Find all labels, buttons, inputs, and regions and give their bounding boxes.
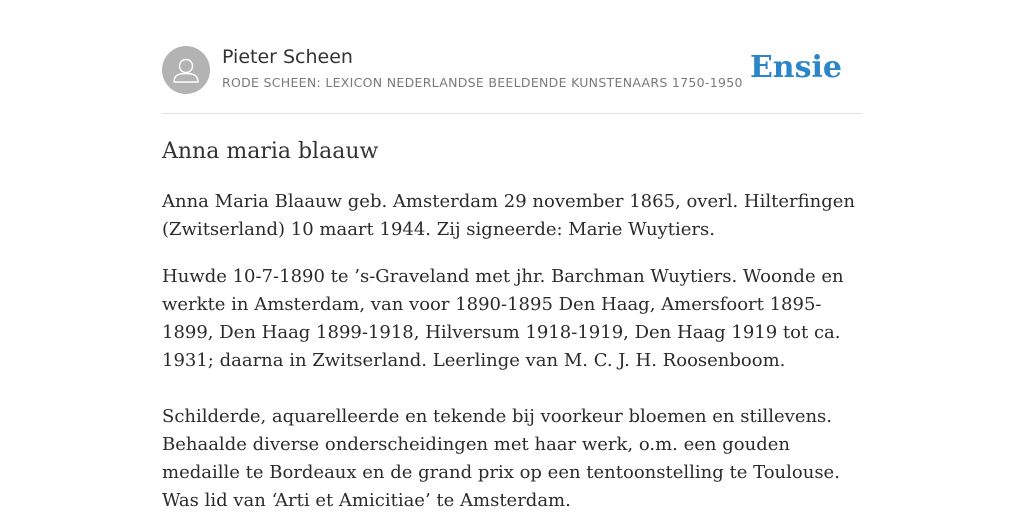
user-icon xyxy=(162,46,210,94)
article-title: Anna maria blaauw xyxy=(162,139,379,164)
article-header xyxy=(162,46,862,96)
author-avatar[interactable] xyxy=(162,46,210,94)
article-paragraph: Anna Maria Blaauw geb. Amsterdam 29 november 1865, overl. Hilterfingen (Zwitserland) 10 maart 1944. Zij signeerde: Marie Wuytiers. xyxy=(162,191,855,240)
author-name[interactable]: Pieter Scheen xyxy=(222,46,353,68)
article-body xyxy=(162,138,862,512)
article-paragraph: Huwde 10-7-1890 te ’s-Graveland met jhr. Barchman Wuytiers. Woonde en werkte in Amsterdam, van voor 1890-1895 Den Haag, Amersfoort 1895-1899, Den Haag 1899-1918, Hilversum 1918-1919, Den Haag 1919 tot ca. 1931; daarna in Zwitserland. Leerlinge van M. C. J. H. Roosenboom. Schilderde, aquarelleerde en tekende bij voorkeur bloemen en stillevens. Behaalde diverse onderscheidingen met haar werk, o.m. een gouden medaille te Bordeaux en de grand prix op een tentoonstelling te Toulouse. Was lid van ‘Arti et Amicitiae’ te Amsterdam. xyxy=(162,266,844,511)
source-label[interactable]: RODE SCHEEN: LEXICON NEDERLANDSE BEELDENDE KUNSTENAARS 1750-1950 xyxy=(222,75,743,90)
header-divider xyxy=(162,113,862,114)
ensie-logo[interactable]: Ensie xyxy=(749,50,842,85)
